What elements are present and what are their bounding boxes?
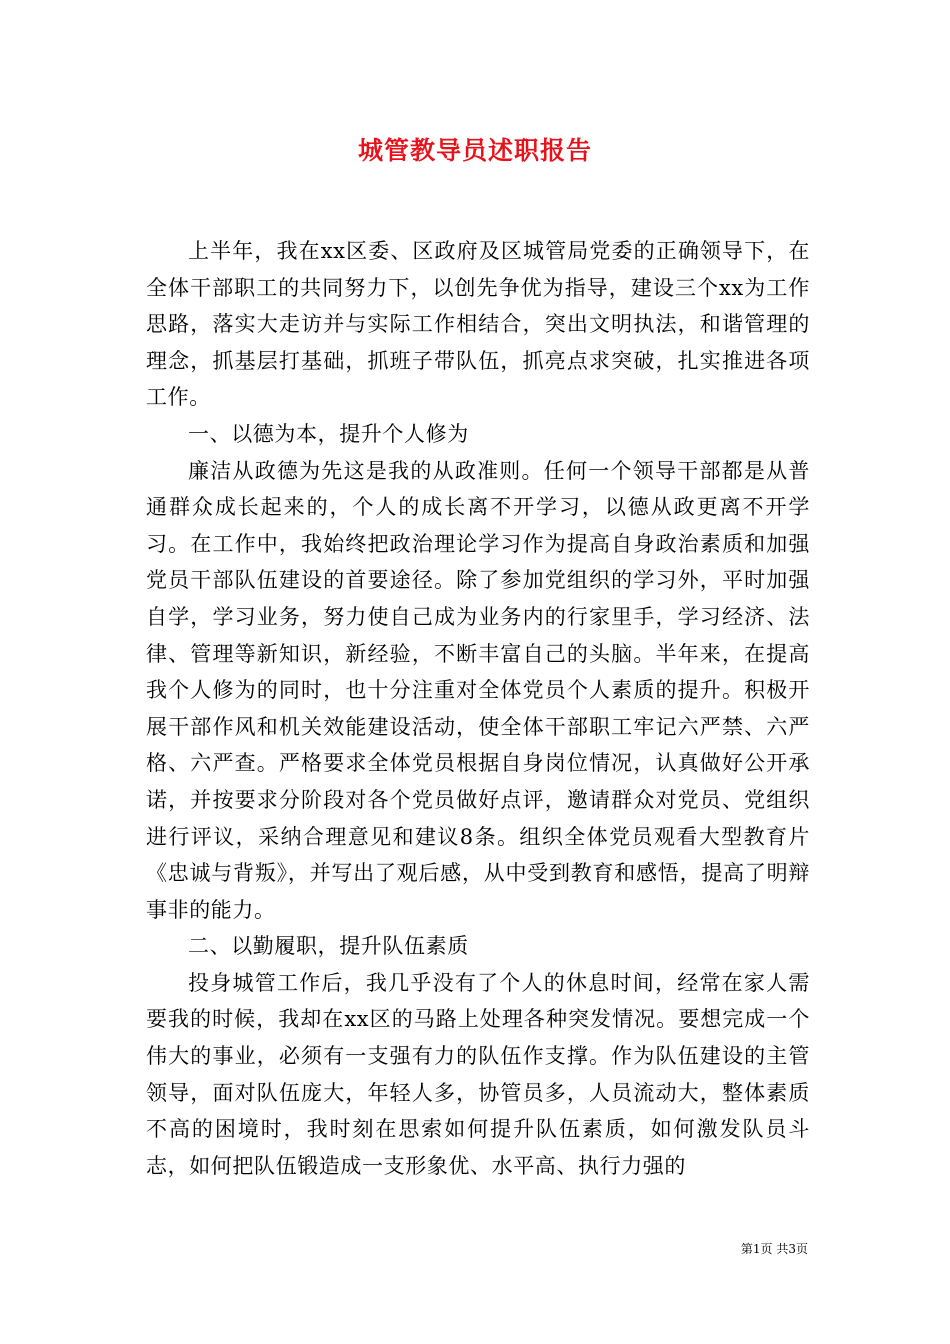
paragraph-section-2: 投身城管工作后，我几乎没有了个人的休息时间，经常在家人需要我的时候，我却在xx区的马路上处理各种突发情况。要想完成一个伟大的事业，必须有一支强有力的队伍作支撑。作为队伍建设的主管领导，面对队伍庞大，年轻人多，协管员多，人员流动大，整体素质不高的困境时，我时刻在思索如何提升队伍素质，如何激发队员斗志，如何把队伍锻造成一支形象优、水平高、执行力强的 xyxy=(146,970,810,1178)
paragraph-intro: 上半年，我在xx区委、区政府及区城管局党委的正确领导下，在全体干部职工的共同努力下，以创先争优为指导，建设三个xx为工作思路，落实大走访并与实际工作相结合，突出文明执法，和谐管理的理念，抓基层打基础，抓班子带队伍，抓亮点求突破，扎实推进各项工作。 xyxy=(146,239,810,410)
section-heading-1: 一、以德为本，提升个人修为 xyxy=(188,421,469,446)
document-body xyxy=(146,233,810,1184)
paragraph-section-1: 廉洁从政德为先这是我的从政准则。任何一个领导干部都是从普通群众成长起来的，个人的成长离不开学习，以德从政更离不开学习。在工作中，我始终把政治理论学习作为提高自身政治素质和加强党员干部队伍建设的首要途径。除了参加党组织的学习外，平时加强自学，学习业务，努力使自己成为业务内的行家里手，学习经济、法律、管理等新知识，新经验，不断丰富自己的头脑。半年来，在提高我个人修为的同时，也十分注重对全体党员个人素质的提升。积极开展干部作风和机关效能建设活动，使全体干部职工牢记六严禁、六严格、六严查。严格要求全体党员根据自身岗位情况，认真做好公开承诺，并按要求分阶段对各个党员做好点评，邀请群众对党员、党组织进行评议，采纳合理意见和建议8条。组织全体党员观看大型教育片《忠诚与背叛》，并写出了观后感，从中受到教育和感悟，提高了明辩事非的能力。 xyxy=(146,458,810,922)
page-number-footer: 第1页 共3页 xyxy=(740,1242,808,1256)
section-heading-2: 二、以勤履职，提升队伍素质 xyxy=(188,934,469,959)
document-title: 城管教导员述职报告 xyxy=(357,136,592,165)
